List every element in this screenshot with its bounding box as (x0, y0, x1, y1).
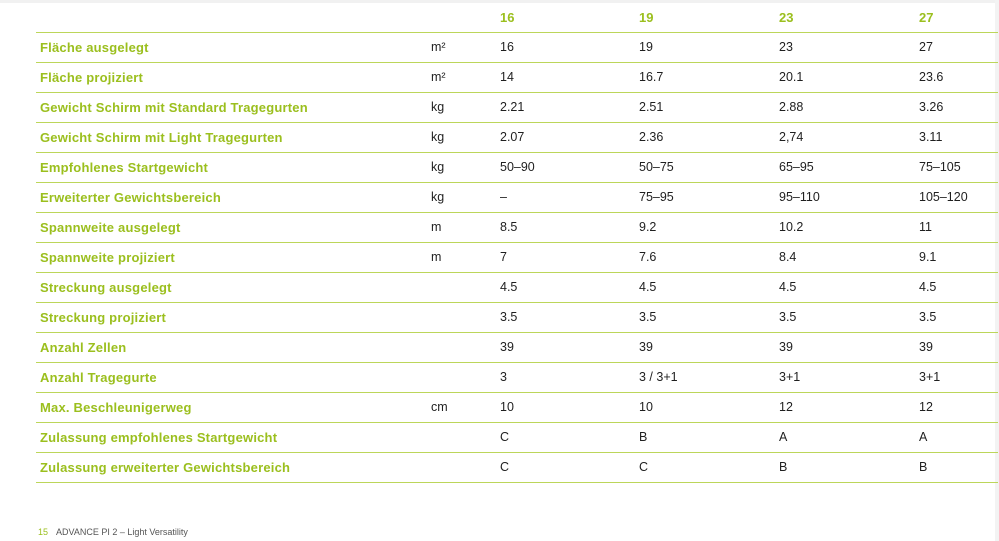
page-number: 15 (38, 527, 49, 537)
value-cell: B (639, 430, 648, 444)
page-footer (38, 527, 188, 537)
value-cell: 75–95 (639, 190, 674, 204)
row-label: Zulassung empfohlenes Startgewicht (40, 429, 278, 445)
row-unit (427, 302, 496, 332)
row-unit: m² (431, 40, 446, 54)
value-cell: 3.5 (639, 310, 657, 324)
header-row (36, 2, 998, 32)
table-row (36, 92, 998, 122)
table-row (36, 152, 998, 182)
value-cell: 7.6 (639, 250, 657, 264)
value-cell: 3+1 (779, 370, 801, 384)
footer-title: ADVANCE PI 2 – Light Versatility (56, 527, 188, 537)
row-unit: kg (431, 190, 445, 204)
row-unit: m² (431, 70, 446, 84)
value-cell: B (919, 460, 928, 474)
row-label: Spannweite projiziert (40, 249, 175, 265)
row-unit (427, 452, 496, 482)
value-cell: 95–110 (779, 190, 820, 204)
header-size-16: 16 (500, 10, 515, 26)
value-cell: 65–95 (779, 160, 814, 174)
row-label: Erweiterter Gewichtsbereich (40, 189, 221, 205)
value-cell: 27 (919, 40, 933, 54)
value-cell: C (500, 460, 510, 474)
row-label: Gewicht Schirm mit Standard Tragegurten (40, 99, 308, 115)
header-size-23: 23 (779, 10, 794, 26)
value-cell: 12 (919, 400, 933, 414)
value-cell: 16 (500, 40, 514, 54)
row-label: Streckung ausgelegt (40, 279, 172, 295)
row-label: Fläche ausgelegt (40, 39, 149, 55)
row-label: Streckung projiziert (40, 309, 167, 325)
value-cell: 39 (500, 340, 514, 354)
value-cell: 8.4 (779, 250, 797, 264)
value-cell: 12 (779, 400, 793, 414)
value-cell: 10 (500, 400, 514, 414)
row-label: Fläche projiziert (40, 69, 144, 85)
value-cell: 10.2 (779, 220, 804, 234)
row-label: Max. Beschleunigerweg (40, 399, 192, 415)
value-cell: 8.5 (500, 220, 518, 234)
row-label: Empfohlenes Startgewicht (40, 159, 209, 175)
table-row (36, 332, 998, 362)
value-cell: 3.11 (919, 130, 943, 144)
value-cell: 2.88 (779, 100, 804, 114)
row-unit (427, 272, 496, 302)
value-cell: 75–105 (919, 160, 961, 174)
row-unit (427, 362, 496, 392)
value-cell: 7 (500, 250, 507, 264)
row-unit: kg (431, 130, 445, 144)
value-cell: – (500, 190, 507, 204)
value-cell: B (779, 460, 788, 474)
value-cell: 50–90 (500, 160, 535, 174)
value-cell: 105–120 (919, 190, 968, 204)
value-cell: 20.1 (779, 70, 804, 84)
header-unit-cell (427, 2, 496, 32)
value-cell: 2,74 (779, 130, 804, 144)
value-cell: 4.5 (919, 280, 937, 294)
row-unit: kg (431, 160, 445, 174)
table-row (36, 212, 998, 242)
row-unit (427, 422, 496, 452)
row-unit: m (431, 250, 442, 264)
value-cell: 3+1 (919, 370, 941, 384)
table-row (36, 122, 998, 152)
value-cell: 4.5 (500, 280, 518, 294)
row-label: Anzahl Zellen (40, 339, 127, 355)
value-cell: A (919, 430, 928, 444)
table-row (36, 302, 998, 332)
table-row (36, 392, 998, 422)
row-unit: cm (431, 400, 448, 414)
value-cell: 4.5 (639, 280, 657, 294)
value-cell: 2.07 (500, 130, 525, 144)
value-cell: 11 (919, 220, 932, 234)
value-cell: 10 (639, 400, 653, 414)
table-row (36, 32, 998, 62)
table-row (36, 182, 998, 212)
value-cell: 4.5 (779, 280, 797, 294)
table-row (36, 62, 998, 92)
row-label: Gewicht Schirm mit Light Tragegurten (40, 129, 283, 145)
value-cell: 3.5 (500, 310, 518, 324)
value-cell: 3.5 (919, 310, 937, 324)
value-cell: 3.26 (919, 100, 944, 114)
value-cell: 2.51 (639, 100, 664, 114)
value-cell: 2.21 (500, 100, 525, 114)
value-cell: A (779, 430, 788, 444)
value-cell: 39 (919, 340, 933, 354)
value-cell: 9.2 (639, 220, 657, 234)
value-cell: 23 (779, 40, 793, 54)
table-row (36, 242, 998, 272)
header-size-27: 27 (919, 10, 934, 26)
value-cell: 3 (500, 370, 507, 384)
row-unit: m (431, 220, 442, 234)
value-cell: C (500, 430, 510, 444)
row-unit (427, 332, 496, 362)
value-cell: 23.6 (919, 70, 944, 84)
row-label: Zulassung erweiterter Gewichtsbereich (40, 459, 291, 475)
value-cell: C (639, 460, 649, 474)
row-label: Spannweite ausgelegt (40, 219, 181, 235)
value-cell: 9.1 (919, 250, 937, 264)
value-cell: 39 (639, 340, 653, 354)
table-row (36, 272, 998, 302)
row-unit: kg (431, 100, 445, 114)
value-cell: 3 / 3+1 (639, 370, 678, 384)
table-row (36, 362, 998, 392)
table-row (36, 422, 998, 452)
value-cell: 50–75 (639, 160, 674, 174)
header-size-19: 19 (639, 10, 654, 26)
table-row (36, 452, 998, 482)
row-label: Anzahl Tragegurte (40, 369, 157, 385)
value-cell: 19 (639, 40, 653, 54)
header-label-cell (36, 2, 427, 32)
value-cell: 3.5 (779, 310, 797, 324)
value-cell: 16.7 (639, 70, 664, 84)
value-cell: 39 (779, 340, 793, 354)
value-cell: 2.36 (639, 130, 664, 144)
specifications-table (36, 2, 998, 483)
value-cell: 14 (500, 70, 514, 84)
